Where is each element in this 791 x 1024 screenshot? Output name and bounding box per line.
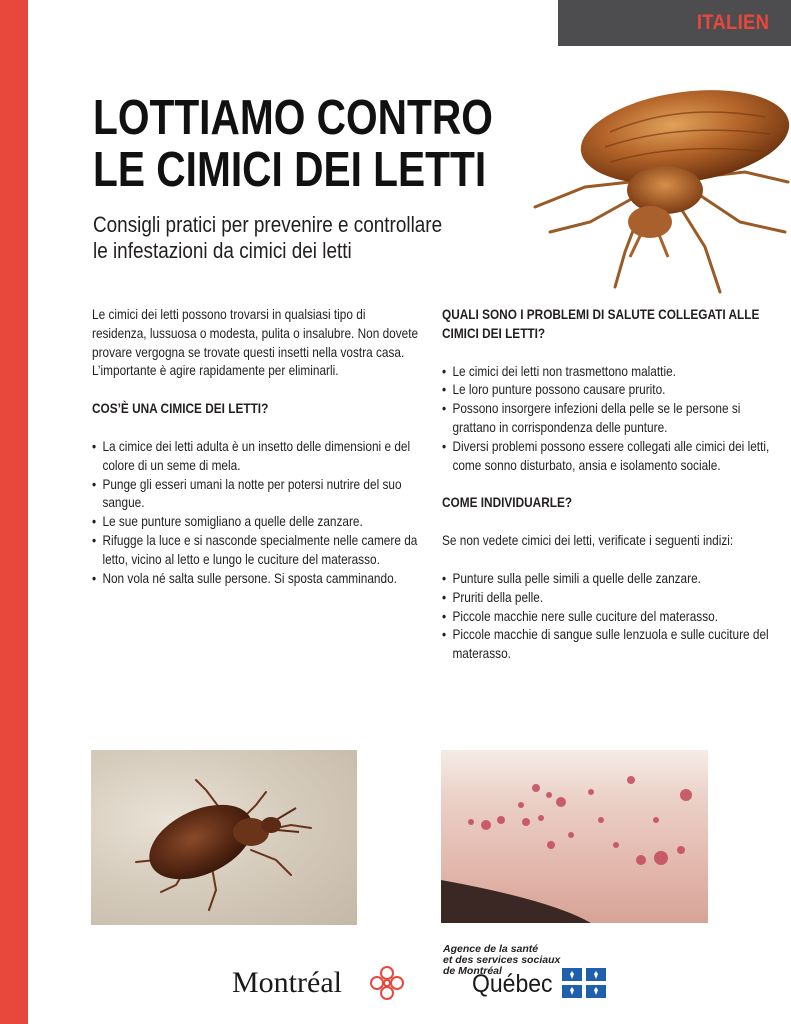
montreal-wordmark: Montréal bbox=[232, 966, 342, 999]
intro-paragraph: Le cimici dei letti possono trovarsi in qualsiasi tipo di residenza, lussuosa o modesta, pulita o insalubre. Non dovete provare vergogna se trovate questi insetti nella vostra casa. L’importante è agire rapidamente per eliminarli. bbox=[92, 307, 419, 379]
section-heading-what-is: COS’È UNA CIMICE DEI LETTI? bbox=[92, 401, 269, 417]
section-heading-health: QUALI SONO I PROBLEMI DI SALUTE COLLEGATI ALLE CIMICI DEI LETTI? bbox=[442, 307, 760, 341]
identify-intro: Se non vedete cimici dei letti, verificate i seguenti indizi: bbox=[442, 533, 734, 549]
list-item: • Diversi problemi possono essere collegati alle cimici dei letti, come sonno disturbato, ansia e isolamento sociale. bbox=[442, 438, 773, 476]
list-item: • La cimice dei letti adulta è un insetto delle dimensioni e del colore di un seme di mela. bbox=[92, 438, 423, 476]
left-column bbox=[92, 306, 423, 588]
page-title bbox=[93, 92, 493, 196]
list-item: • Non vola né salta sulle persone. Si sposta camminando. bbox=[92, 570, 423, 589]
left-accent-bar bbox=[0, 0, 28, 1024]
agency-line-1: Agence de la santé bbox=[443, 943, 539, 955]
list-item: • Possono insorgere infezioni della pelle se le persone si grattano in corrispondenza delle punture. bbox=[442, 400, 773, 438]
list-item: • Le loro punture possono causare prurito. bbox=[442, 381, 773, 400]
subtitle-line-2: le infestazioni da cimici dei letti bbox=[93, 238, 352, 263]
list-item: • Le cimici dei letti non trasmettono malattie. bbox=[442, 363, 773, 382]
quebec-flag-icon bbox=[562, 968, 606, 998]
list-item: • Rifugge la luce e si nasconde specialmente nelle camere da letto, vicino al letto e lungo le cuciture del materasso. bbox=[92, 532, 423, 570]
bedbug-header-illustration bbox=[530, 82, 791, 302]
bedbug-photo bbox=[91, 750, 357, 925]
bite-marks-photo bbox=[441, 750, 708, 923]
agency-line-3: de Montréal bbox=[443, 965, 502, 977]
right-column bbox=[442, 306, 773, 664]
list-item: • Piccole macchie di sangue sulle lenzuola e sulle cuciture del materasso. bbox=[442, 626, 773, 664]
list-item: • Le sue punture somigliano a quelle delle zanzare. bbox=[92, 513, 423, 532]
what-is-list bbox=[92, 438, 423, 588]
quebec-wordmark: Québec bbox=[472, 970, 553, 998]
subtitle bbox=[93, 212, 442, 264]
agency-line-2: et des services sociaux bbox=[443, 954, 561, 966]
bite-marks-illustration bbox=[441, 750, 708, 923]
title-line-1: LOTTIAMO CONTRO bbox=[93, 91, 493, 145]
subtitle-line-1: Consigli pratici per prevenire e controllare bbox=[93, 212, 443, 237]
list-item: • Piccole macchie nere sulle cuciture del materasso. bbox=[442, 608, 773, 627]
identify-list bbox=[442, 570, 773, 664]
list-item: • Punture sulla pelle simili a quelle delle zanzare. bbox=[442, 570, 773, 589]
list-item: • Pruriti della pelle. bbox=[442, 589, 773, 608]
bedbug-photo-illustration bbox=[91, 750, 357, 925]
title-line-2: LE CIMICI DEI LETTI bbox=[93, 143, 487, 197]
section-heading-identify: COME INDIVIDUARLE? bbox=[442, 495, 573, 511]
montreal-rosette-logo bbox=[368, 964, 406, 1002]
language-label: ITALIEN bbox=[696, 11, 769, 34]
list-item: • Punge gli esseri umani la notte per potersi nutrire del suo sangue. bbox=[92, 476, 423, 514]
language-tab bbox=[558, 0, 791, 46]
health-list bbox=[442, 363, 773, 476]
